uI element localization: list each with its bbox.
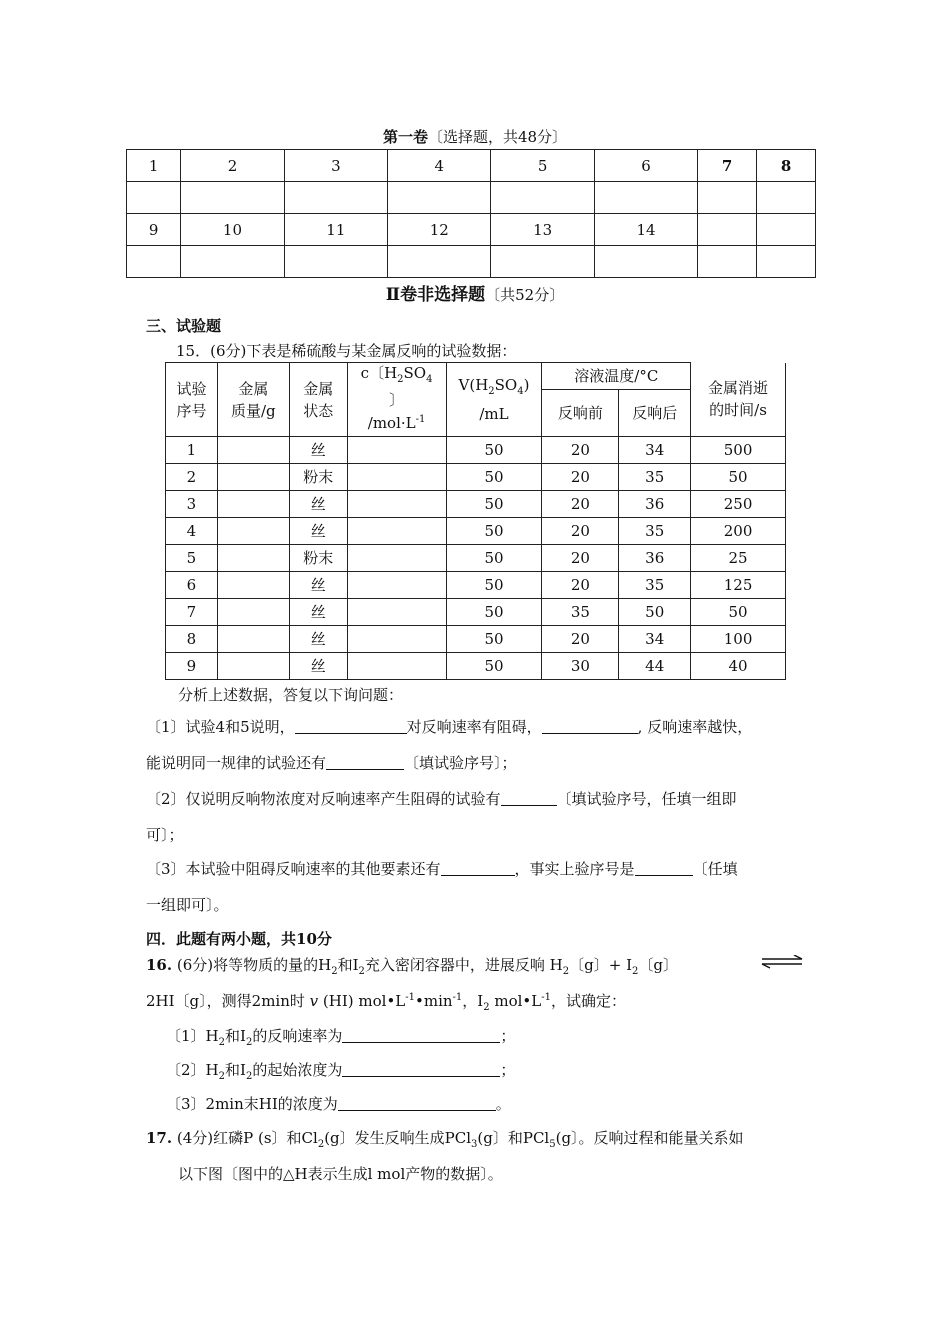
q15-text: 〔3〕本试验中阻碍反响速率的其他要素还有 — [146, 860, 441, 878]
subscript: 2 — [331, 966, 338, 977]
cell-temp-before: 20 — [542, 518, 619, 545]
q17-number: 17. — [146, 1129, 173, 1147]
equilibrium-arrow-icon — [760, 955, 804, 969]
q16-number: 16. — [146, 956, 173, 974]
header-after: 反响后 — [619, 390, 691, 437]
grid-cell — [698, 214, 757, 246]
cell-state: 粉末 — [289, 545, 347, 572]
answer-cell[interactable] — [284, 182, 387, 214]
cell-mass[interactable] — [217, 599, 289, 626]
answer-cell[interactable] — [284, 246, 387, 278]
answer-grid — [126, 149, 816, 278]
cell-state: 丝 — [289, 653, 347, 680]
q16-text: 和I — [225, 1061, 246, 1079]
q16-text: 〔2〕H — [166, 1061, 219, 1079]
q16-text: v — [309, 992, 319, 1010]
grid-cell: 11 — [284, 214, 387, 246]
cell-seq: 8 — [166, 626, 218, 653]
cell-time: 200 — [691, 518, 786, 545]
answer-blank[interactable] — [326, 755, 404, 770]
subscript: 2 — [562, 966, 570, 977]
cell-temp-before: 20 — [542, 437, 619, 464]
cell-temp-before: 20 — [542, 545, 619, 572]
header-conc-text: SO — [403, 364, 427, 382]
q16-text: 2HI〔g〕，测得2min时 — [146, 992, 310, 1010]
q15-part3-line1 — [146, 858, 738, 879]
q15-text: 〔任填 — [692, 860, 738, 878]
answer-blank[interactable] — [501, 791, 557, 806]
header-vol-text: SO — [494, 376, 518, 394]
subscript: 2 — [632, 966, 639, 977]
cell-mass[interactable] — [217, 491, 289, 518]
answer-cell[interactable] — [594, 182, 697, 214]
grid-cell: 10 — [181, 214, 284, 246]
q15-part3-line2: 一组即可〕。 — [146, 896, 229, 914]
q17-text: (g〕。反响过程和能量关系如 — [555, 1129, 744, 1147]
subscript: 2 — [218, 1037, 225, 1048]
grid-cell — [757, 214, 816, 246]
q15-part1-line1 — [146, 716, 752, 737]
cell-mass[interactable] — [217, 626, 289, 653]
q15-text: 对反响速率有阻碍， — [406, 718, 542, 736]
cell-conc[interactable] — [347, 464, 446, 491]
q16-sub3 — [166, 1093, 511, 1114]
header-vol — [446, 363, 542, 437]
subscript: 3 — [471, 1139, 478, 1150]
q17-text: (4分)红磷P (s〕和Cl — [172, 1129, 318, 1147]
header-conc-line3 — [348, 410, 446, 433]
q15-part2-line2: 可〕； — [146, 826, 184, 844]
answer-cell[interactable] — [757, 182, 816, 214]
header-state-line2: 状态 — [303, 401, 334, 420]
cell-vol: 50 — [446, 572, 542, 599]
cell-mass[interactable] — [217, 572, 289, 599]
grid-cell: 4 — [388, 150, 491, 182]
cell-temp-after: 36 — [619, 491, 691, 518]
header-seq — [166, 363, 218, 437]
q15-part2-line1 — [146, 788, 737, 809]
header-temp: 溶液温度/°C — [542, 363, 691, 390]
answer-cell[interactable] — [594, 246, 697, 278]
cell-mass[interactable] — [217, 653, 289, 680]
header-conc-line2: 〕 — [389, 391, 405, 409]
cell-mass[interactable] — [217, 437, 289, 464]
cell-conc[interactable] — [347, 653, 446, 680]
cell-conc[interactable] — [347, 545, 446, 572]
cell-vol: 50 — [446, 464, 542, 491]
answer-grid-header-row — [127, 150, 816, 182]
cell-vol: 50 — [446, 437, 542, 464]
part1-title — [0, 126, 950, 147]
cell-temp-after: 34 — [619, 626, 691, 653]
header-before: 反响前 — [542, 390, 619, 437]
answer-blank[interactable] — [342, 1062, 500, 1077]
header-mass-line1: 金属 — [238, 379, 269, 398]
q15-intro: 15．(6分)下表是稀硫酸与某金属反响的试验数据： — [176, 342, 517, 360]
table-row — [166, 464, 786, 491]
header-vol-text: ) — [523, 376, 530, 394]
cell-state: 粉末 — [289, 464, 347, 491]
cell-state: 丝 — [289, 491, 347, 518]
cell-temp-before: 20 — [542, 464, 619, 491]
table-row — [166, 599, 786, 626]
header-vol-line2: /mL — [479, 405, 509, 423]
q16-text: 〔3〕2min末HI的浓度为 — [166, 1095, 338, 1113]
cell-conc[interactable] — [347, 491, 446, 518]
grid-cell: 6 — [594, 150, 697, 182]
superscript: -1 — [415, 414, 426, 425]
header-conc-line1 — [348, 363, 446, 390]
answer-grid-blank-row — [127, 246, 816, 278]
table-row — [166, 626, 786, 653]
q16-text: 〔g〕+ I — [569, 956, 633, 974]
cell-time: 40 — [691, 653, 786, 680]
answer-cell[interactable] — [757, 246, 816, 278]
subscript: 4 — [426, 374, 433, 385]
cell-time: 125 — [691, 572, 786, 599]
part2-title — [0, 280, 950, 305]
answer-cell[interactable] — [491, 182, 594, 214]
q16-text: (6分)将等物质的量的H — [172, 956, 332, 974]
answer-grid-header-row — [127, 214, 816, 246]
answer-cell[interactable] — [127, 246, 181, 278]
header-conc-text: c〔H — [360, 364, 398, 382]
answer-cell[interactable] — [491, 246, 594, 278]
answer-cell[interactable] — [698, 246, 757, 278]
q16-line2 — [146, 990, 626, 1013]
grid-cell: 12 — [388, 214, 491, 246]
q15-text: , 反响速率越快， — [637, 718, 753, 736]
answer-grid-blank-row — [127, 182, 816, 214]
q16-text: 〔1〕H — [166, 1027, 219, 1045]
cell-temp-before: 35 — [542, 599, 619, 626]
answer-cell[interactable] — [181, 246, 284, 278]
cell-mass[interactable] — [217, 464, 289, 491]
header-time — [691, 363, 786, 437]
table-row — [166, 518, 786, 545]
cell-temp-before: 20 — [542, 572, 619, 599]
cell-vol: 50 — [446, 491, 542, 518]
cell-temp-after: 35 — [619, 518, 691, 545]
q15-text: 〔1〕试验4和5说明， — [146, 718, 295, 736]
cell-temp-before: 30 — [542, 653, 619, 680]
cell-time: 250 — [691, 491, 786, 518]
superscript: -1 — [405, 992, 415, 1003]
q16-text: ，试确定： — [550, 992, 626, 1010]
cell-mass[interactable] — [217, 518, 289, 545]
table-header-row — [166, 363, 786, 390]
cell-state: 丝 — [289, 626, 347, 653]
q15-text: 能说明同一规律的试验还有 — [146, 754, 327, 772]
q16-text: 充入密闭容器中，进展反响 H — [364, 956, 563, 974]
cell-conc[interactable] — [347, 626, 446, 653]
q16-text: 的起始浓度为 — [252, 1061, 343, 1079]
q15-text: ，事实上验序号是 — [514, 860, 635, 878]
header-conc — [347, 363, 446, 437]
table-row — [166, 572, 786, 599]
q17-line1 — [146, 1127, 744, 1150]
q15-text: 〔填试验序号〕； — [404, 754, 517, 772]
section3-heading: 三、试验题 — [146, 317, 222, 335]
q17-text: (g〕和PCl — [477, 1129, 550, 1147]
subscript: 2 — [245, 1037, 253, 1048]
part1-title-rest: 〔选择题，共48分〕 — [427, 128, 568, 146]
cell-temp-before: 20 — [542, 626, 619, 653]
q16-text: 的反响速率为 — [252, 1027, 343, 1045]
cell-time: 50 — [691, 599, 786, 626]
subscript: 2 — [483, 1002, 490, 1013]
header-mass-line2: 质量/g — [231, 401, 276, 420]
answer-blank[interactable] — [338, 1096, 496, 1111]
q16-text: (HI) mol•L — [318, 992, 406, 1010]
cell-conc[interactable] — [347, 518, 446, 545]
cell-temp-after: 34 — [619, 437, 691, 464]
q16-line1 — [146, 954, 678, 977]
part2-title-bold: Ⅱ卷非选择题 — [385, 285, 486, 305]
cell-vol: 50 — [446, 599, 542, 626]
cell-seq: 1 — [166, 437, 218, 464]
table-row — [166, 545, 786, 572]
grid-cell: 5 — [491, 150, 594, 182]
grid-cell: 8 — [757, 150, 816, 182]
grid-cell: 14 — [594, 214, 697, 246]
cell-conc[interactable] — [347, 599, 446, 626]
subscript: 2 — [488, 386, 495, 397]
experiment-table-body — [166, 437, 786, 680]
q15-text: 〔填试验序号，任填一组即 — [556, 790, 737, 808]
cell-temp-after: 36 — [619, 545, 691, 572]
analysis-prompt: 分析上述数据，答复以下询问题： — [178, 686, 404, 704]
cell-time: 50 — [691, 464, 786, 491]
grid-cell: 7 — [698, 150, 757, 182]
part2-title-rest: 〔共52分〕 — [485, 286, 565, 304]
answer-blank[interactable] — [441, 861, 515, 876]
header-seq-line2: 序号 — [176, 401, 207, 420]
superscript: -1 — [452, 992, 463, 1003]
grid-cell: 13 — [491, 214, 594, 246]
cell-vol: 50 — [446, 653, 542, 680]
cell-temp-after: 50 — [619, 599, 691, 626]
answer-cell[interactable] — [388, 182, 491, 214]
cell-state: 丝 — [289, 572, 347, 599]
cell-temp-after: 35 — [619, 572, 691, 599]
q16-text: ； — [500, 1061, 516, 1079]
grid-cell: 1 — [127, 150, 181, 182]
q16-text: •min — [415, 992, 453, 1010]
cell-seq: 3 — [166, 491, 218, 518]
header-vol-text: V(H — [458, 376, 489, 394]
cell-seq: 6 — [166, 572, 218, 599]
cell-seq: 4 — [166, 518, 218, 545]
cell-state: 丝 — [289, 599, 347, 626]
cell-temp-after: 44 — [619, 653, 691, 680]
subscript: 2 — [358, 966, 365, 977]
header-state — [289, 363, 347, 437]
q17-line2: 以下图〔图中的△H表示生成l mol产物的数据〕。 — [178, 1165, 503, 1183]
subscript: 5 — [549, 1139, 556, 1150]
cell-temp-after: 35 — [619, 464, 691, 491]
answer-cell[interactable] — [698, 182, 757, 214]
q16-text: 。 — [495, 1095, 511, 1113]
table-row — [166, 437, 786, 464]
answer-blank[interactable] — [542, 719, 638, 734]
subscript: 2 — [317, 1139, 325, 1150]
answer-cell[interactable] — [388, 246, 491, 278]
grid-cell: 2 — [181, 150, 284, 182]
cell-vol: 50 — [446, 626, 542, 653]
cell-conc[interactable] — [347, 572, 446, 599]
subscript: 4 — [517, 386, 524, 397]
grid-cell: 9 — [127, 214, 181, 246]
q16-text: 和I — [225, 1027, 246, 1045]
answer-blank[interactable] — [295, 719, 407, 734]
header-mass — [217, 363, 289, 437]
subscript: 2 — [245, 1071, 253, 1082]
grid-cell: 3 — [284, 150, 387, 182]
experiment-table — [165, 362, 786, 680]
cell-temp-before: 20 — [542, 491, 619, 518]
cell-time: 25 — [691, 545, 786, 572]
cell-seq: 5 — [166, 545, 218, 572]
superscript: -1 — [541, 992, 551, 1003]
cell-vol: 50 — [446, 545, 542, 572]
q16-text: mol•L — [489, 992, 542, 1010]
header-time-line2: 的时间/s — [709, 401, 767, 420]
cell-mass[interactable] — [217, 545, 289, 572]
header-seq-line1: 试验 — [176, 379, 207, 398]
table-row — [166, 653, 786, 680]
cell-state: 丝 — [289, 518, 347, 545]
cell-time: 100 — [691, 626, 786, 653]
cell-seq: 2 — [166, 464, 218, 491]
subscript: 2 — [218, 1071, 225, 1082]
cell-conc[interactable] — [347, 437, 446, 464]
answer-blank[interactable] — [342, 1028, 500, 1043]
answer-cell[interactable] — [127, 182, 181, 214]
q16-text: 和I — [337, 956, 359, 974]
answer-blank[interactable] — [635, 861, 693, 876]
section4-heading: 四．此题有两小题，共10分 — [146, 930, 332, 948]
subscript: 2 — [397, 374, 404, 385]
header-conc-text: /mol·L — [367, 414, 416, 432]
q15-part1-line2 — [146, 752, 517, 773]
cell-vol: 50 — [446, 518, 542, 545]
cell-time: 500 — [691, 437, 786, 464]
part1-title-bold: 第一卷 — [382, 128, 428, 146]
cell-seq: 9 — [166, 653, 218, 680]
header-state-line1: 金属 — [303, 379, 334, 398]
cell-seq: 7 — [166, 599, 218, 626]
q16-text: ，I — [462, 992, 484, 1010]
q16-sub2 — [166, 1059, 515, 1082]
header-vol-line1 — [447, 374, 542, 403]
q17-text: (g〕发生反响生成PCl — [324, 1129, 472, 1147]
answer-cell[interactable] — [181, 182, 284, 214]
header-time-line1: 金属消逝 — [708, 379, 769, 398]
q16-text: ； — [500, 1027, 516, 1045]
q16-sub1 — [166, 1025, 515, 1048]
table-row — [166, 491, 786, 518]
q16-text: 〔g〕 — [638, 956, 678, 974]
cell-state: 丝 — [289, 437, 347, 464]
q15-text: 〔2〕仅说明反响物浓度对反响速率产生阻碍的试验有 — [146, 790, 501, 808]
